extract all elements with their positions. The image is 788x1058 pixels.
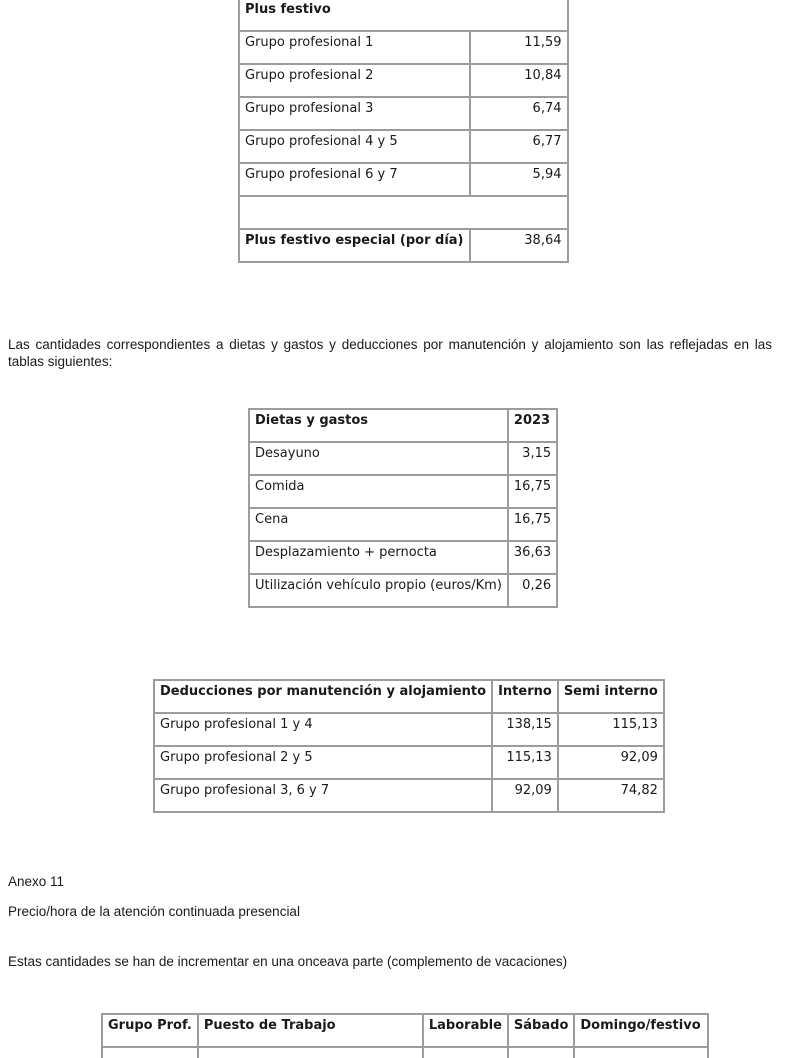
row-label: Grupo profesional 4 y 5 bbox=[239, 130, 470, 163]
table-row bbox=[154, 746, 664, 779]
incremento-paragraph: Estas cantidades se han de incrementar en una onceava parte (complemento de vacaciones) bbox=[8, 954, 568, 969]
precio-hora-heading: Precio/hora de la atención continuada presencial bbox=[8, 904, 300, 919]
year-column-header: 2023 bbox=[508, 409, 557, 442]
column-header-domingo: Domingo/festivo bbox=[574, 1014, 708, 1047]
row-value: 6,77 bbox=[470, 130, 568, 163]
column-header-sabado: Sábado bbox=[508, 1014, 574, 1047]
empty-cell bbox=[508, 1047, 574, 1058]
row-label: Utilización vehículo propio (euros/Km) bbox=[249, 574, 508, 607]
row-value: 5,94 bbox=[470, 163, 568, 196]
interno-column-header: Interno bbox=[492, 680, 558, 713]
table-row bbox=[239, 163, 568, 196]
row-value-interno: 115,13 bbox=[492, 746, 558, 779]
table-row bbox=[239, 130, 568, 163]
table-title: Dietas y gastos bbox=[249, 409, 508, 442]
row-label: Plus festivo especial (por día) bbox=[239, 229, 470, 262]
semi-interno-column-header: Semi interno bbox=[558, 680, 664, 713]
table-header-row bbox=[102, 1014, 708, 1047]
row-label: Grupo profesional 2 y 5 bbox=[154, 746, 492, 779]
row-label: Desayuno bbox=[249, 442, 508, 475]
empty-cell bbox=[239, 196, 568, 229]
table-title: Plus festivo bbox=[239, 0, 568, 31]
row-label: Grupo profesional 1 bbox=[239, 31, 470, 64]
dietas-y-gastos-table bbox=[248, 408, 558, 608]
row-value: 10,84 bbox=[470, 64, 568, 97]
table-header-row bbox=[154, 680, 664, 713]
intro-paragraph: Las cantidades correspondientes a dietas y gastos y deducciones por manutención y alojamiento son las reflejadas en las tablas siguientes: bbox=[8, 337, 772, 369]
plus-festivo-table bbox=[238, 0, 569, 263]
table-title: Deducciones por manutención y alojamiento bbox=[154, 680, 492, 713]
row-label: Grupo profesional 3 bbox=[239, 97, 470, 130]
empty-cell bbox=[574, 1047, 708, 1058]
row-label: Grupo profesional 2 bbox=[239, 64, 470, 97]
row-value: 16,75 bbox=[508, 475, 557, 508]
table-row bbox=[249, 475, 557, 508]
column-header-puesto: Puesto de Trabajo bbox=[198, 1014, 423, 1047]
table-header-row bbox=[239, 0, 568, 31]
row-value: 11,59 bbox=[470, 31, 568, 64]
table-row bbox=[239, 64, 568, 97]
table-row bbox=[154, 779, 664, 812]
table-row bbox=[249, 541, 557, 574]
table-row bbox=[249, 574, 557, 607]
row-value-interno: 92,09 bbox=[492, 779, 558, 812]
row-label: Comida bbox=[249, 475, 508, 508]
empty-cell bbox=[423, 1047, 508, 1058]
table-row bbox=[239, 31, 568, 64]
empty-cell bbox=[198, 1047, 423, 1058]
empty-cell bbox=[102, 1047, 198, 1058]
row-value: 38,64 bbox=[470, 229, 568, 262]
row-value-interno: 138,15 bbox=[492, 713, 558, 746]
row-value: 36,63 bbox=[508, 541, 557, 574]
row-label: Grupo profesional 3, 6 y 7 bbox=[154, 779, 492, 812]
table-row bbox=[249, 508, 557, 541]
row-value-semi: 74,82 bbox=[558, 779, 664, 812]
column-header-laborable: Laborable bbox=[423, 1014, 508, 1047]
row-label: Desplazamiento + pernocta bbox=[249, 541, 508, 574]
row-label: Cena bbox=[249, 508, 508, 541]
table-row bbox=[239, 229, 568, 262]
row-value: 0,26 bbox=[508, 574, 557, 607]
row-value-semi: 115,13 bbox=[558, 713, 664, 746]
row-value-semi: 92,09 bbox=[558, 746, 664, 779]
row-label: Grupo profesional 6 y 7 bbox=[239, 163, 470, 196]
table-row bbox=[102, 1047, 708, 1058]
deducciones-table bbox=[153, 679, 665, 813]
row-value: 3,15 bbox=[508, 442, 557, 475]
table-header-row bbox=[249, 409, 557, 442]
anexo-heading: Anexo 11 bbox=[8, 874, 65, 889]
table-row bbox=[239, 97, 568, 130]
row-label: Grupo profesional 1 y 4 bbox=[154, 713, 492, 746]
table-row bbox=[249, 442, 557, 475]
row-value: 16,75 bbox=[508, 508, 557, 541]
table-row bbox=[154, 713, 664, 746]
column-header-grupo: Grupo Prof. bbox=[102, 1014, 198, 1047]
row-value: 6,74 bbox=[470, 97, 568, 130]
precio-hora-table bbox=[101, 1013, 709, 1058]
empty-spacer-row bbox=[239, 196, 568, 229]
